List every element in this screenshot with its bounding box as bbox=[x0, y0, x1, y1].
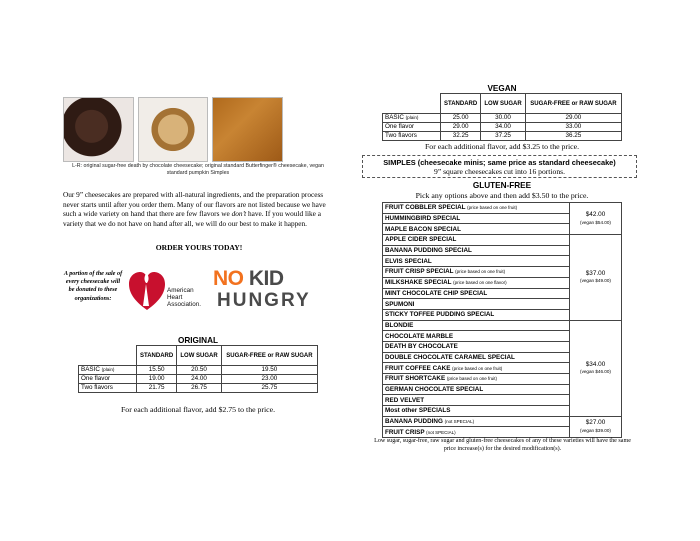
table-row: MILKSHAKE SPECIAL (price based on one flavor) bbox=[383, 277, 622, 288]
intro-paragraph: Our 9” cheesecakes are prepared with all-natural ingredients, and the preparation process never starts until after you order them. Many of our flavors are not listed because we have such a wide variety on hand that there are few flavors we don’t have. If you would like a variety that we do not have on hand after all, we will do our best to make it happen. bbox=[63, 190, 326, 228]
photo-caption: L-R: original sugar-free death by chocolate cheesecake; original standard Butterfinger® cheesecake, vegan standard pumpkin Simples bbox=[72, 163, 324, 176]
table-row: MINT CHOCOLATE CHIP SPECIAL bbox=[383, 288, 622, 299]
table-row: FRUIT CRISP (not SPECIAL) bbox=[383, 427, 622, 438]
table-row: ELVIS SPECIAL bbox=[383, 256, 622, 267]
gluten-free-intro: Pick any options above and then add $3.50 to the price. bbox=[415, 191, 589, 200]
order-today-heading: ORDER YOURS TODAY! bbox=[155, 243, 243, 252]
american-heart-association-logo: American Heart Association. bbox=[127, 266, 212, 314]
butterfinger-cheesecake-photo bbox=[138, 97, 209, 162]
table-row: BANANA PUDDING SPECIAL bbox=[383, 245, 622, 256]
cheesecake-photos bbox=[63, 97, 283, 162]
donation-note: A portion of the sale of every cheesecake will be donated to these organizations: bbox=[63, 270, 123, 302]
table-row: RED VELVET bbox=[383, 395, 622, 406]
table-row: FRUIT COBBLER SPECIAL (price based on one fruit) $42.00 (vegan $54.00) bbox=[383, 203, 622, 214]
table-row: SPUMONI bbox=[383, 299, 622, 310]
heart-torch-icon bbox=[127, 266, 167, 314]
price-cell: $34.00 (vegan $46.00) bbox=[570, 320, 622, 416]
original-add-note: For each additional flavor, add $2.75 to the price. bbox=[120, 405, 276, 414]
table-row: BANANA PUDDING (not SPECIAL) $27.00 (vegan $39.00) bbox=[383, 416, 622, 427]
price-cell: $37.00 (vegan $49.00) bbox=[570, 235, 622, 321]
pumpkin-simples-photo bbox=[212, 97, 283, 162]
table-row: Most other SPECIALS bbox=[383, 406, 622, 417]
table-row: STICKY TOFFEE PUDDING SPECIAL bbox=[383, 309, 622, 320]
table-row: BASIC (plain) 25.00 30.00 29.00 bbox=[383, 114, 622, 123]
original-title: ORIGINAL bbox=[177, 336, 219, 345]
table-row: FRUIT CRISP SPECIAL (price based on one fruit) bbox=[383, 267, 622, 278]
table-row: FRUIT SHORTCAKE (price based on one fruit) bbox=[383, 374, 622, 385]
price-cell: $42.00 (vegan $54.00) bbox=[570, 203, 622, 235]
no-kid-hungry-logo: NO KID HUNGRY bbox=[213, 267, 311, 311]
table-row: DEATH BY CHOCOLATE bbox=[383, 341, 622, 352]
table-row: HUMMINGBIRD SPECIAL bbox=[383, 213, 622, 224]
simples-title: SIMPLES (cheesecake minis; same price as standard cheesecake) bbox=[383, 158, 616, 167]
table-row: Two flavors 32.25 37.25 36.25 bbox=[383, 132, 622, 141]
table-row: GERMAN CHOCOLATE SPECIAL bbox=[383, 384, 622, 395]
table-row: DOUBLE CHOCOLATE CARAMEL SPECIAL bbox=[383, 352, 622, 363]
intro-emphasis: don’t bbox=[231, 209, 247, 219]
gluten-free-footer: Low sugar, sugar-free, raw sugar and gluten-free cheesecakes of any of these varieties will have the same price increase(s) for the desired modification(s). bbox=[374, 438, 631, 452]
price-cell: $27.00 (vegan $39.00) bbox=[570, 416, 622, 437]
table-row: Two flavors 21.75 26.75 25.75 bbox=[79, 384, 318, 393]
table-row: One flavor 29.00 34.00 33.00 bbox=[383, 123, 622, 132]
table-row: MAPLE BACON SPECIAL bbox=[383, 224, 622, 235]
vegan-price-table: STANDARD LOW SUGAR SUGAR-FREE or RAW SUGAR BASIC (plain) 25.00 30.00 29.00 One flavor 29.00 34.00 33.00 Two flavors 32.25 37.25 36.25 bbox=[382, 93, 622, 141]
death-by-chocolate-photo bbox=[63, 97, 134, 162]
table-row: BASIC (plain) 15.50 20.50 19.50 bbox=[79, 366, 318, 375]
vegan-add-note: For each additional flavor, add $3.25 to the price. bbox=[424, 142, 580, 151]
gluten-free-table bbox=[382, 202, 622, 438]
table-row: One flavor 19.00 24.00 23.00 bbox=[79, 375, 318, 384]
table-row: BLONDIE $34.00 (vegan $46.00) bbox=[383, 320, 622, 331]
vegan-title: VEGAN bbox=[487, 84, 517, 93]
simples-box bbox=[362, 155, 637, 178]
table-row: APPLE CIDER SPECIAL $37.00 (vegan $49.00) bbox=[383, 235, 622, 246]
table-row: FRUIT COFFEE CAKE (price based on one fruit) bbox=[383, 363, 622, 374]
table-row: CHOCOLATE MARBLE bbox=[383, 331, 622, 342]
original-price-table: STANDARD LOW SUGAR SUGAR-FREE or RAW SUGAR BASIC (plain) 15.50 20.50 19.50 One flavor 19.00 24.00 23.00 Two flavors 21.75 26.75 25.75 bbox=[78, 345, 318, 393]
simples-subtitle: 9” square cheesecakes cut into 16 portions. bbox=[434, 167, 565, 176]
gluten-free-title: GLUTEN-FREE bbox=[472, 181, 532, 190]
